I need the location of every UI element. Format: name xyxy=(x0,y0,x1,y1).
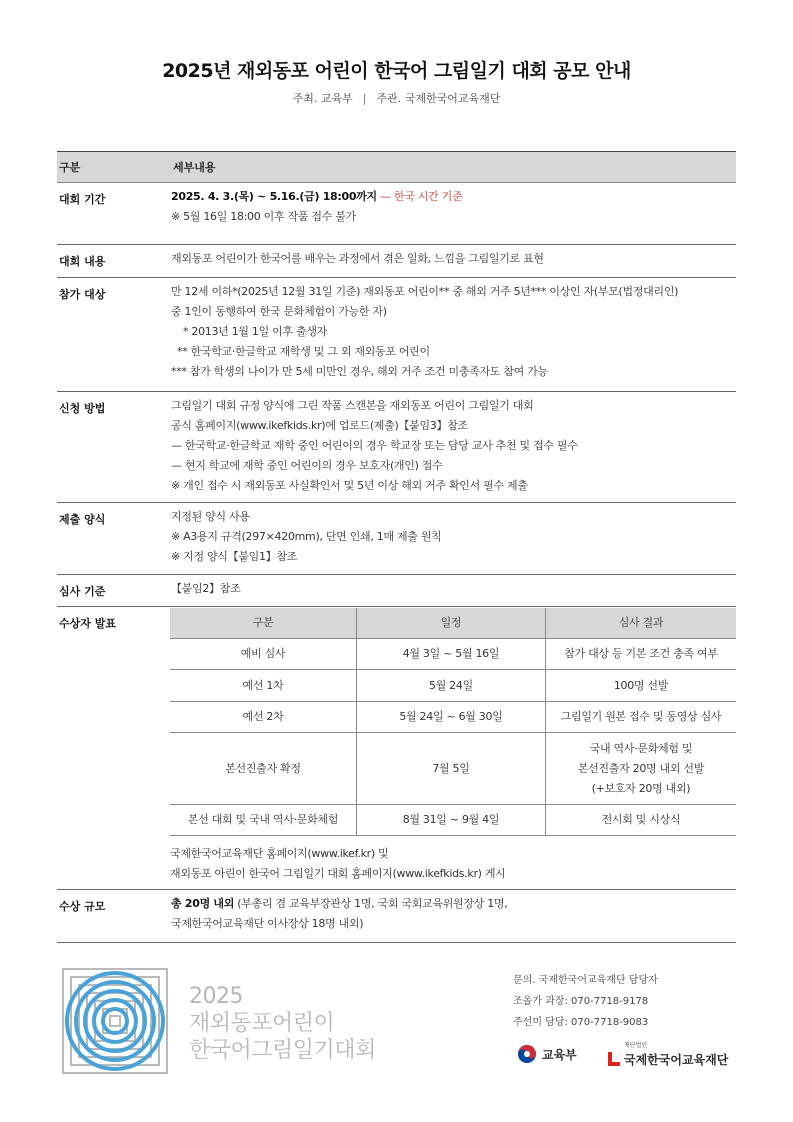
row-announce xyxy=(57,607,736,890)
stage-cell: 예선 1차 xyxy=(170,670,356,702)
taegeuk-icon xyxy=(517,1044,537,1064)
ikef-logo xyxy=(607,1040,728,1068)
announce-col-result: 심사 결과 xyxy=(545,608,736,639)
result-line: (+보호자 20명 내외) xyxy=(591,781,691,795)
row-label: 심사 기준 xyxy=(59,585,106,598)
row-label: 대회 내용 xyxy=(59,255,106,268)
brand-line: 재외동포어린이 xyxy=(189,1011,335,1036)
eligibility-line: 만 12세 이하*(2025년 12월 31일 기준) 재외동포 어린이** 중 해외 거주 5년*** 이상인 자(부모(법정대리인) xyxy=(171,285,679,298)
page-title: 2025년 재외동포 어린이 한국어 그림일기 대회 공모 안내 xyxy=(162,60,631,82)
announce-table xyxy=(170,608,736,836)
row-label: 수상 규모 xyxy=(59,900,106,913)
result-cell xyxy=(545,733,736,805)
contest-brand xyxy=(189,983,376,1064)
contact-info xyxy=(513,970,658,1033)
eligibility-line: 중 1인이 동행하여 한국 문화체험이 가능한 자) xyxy=(171,305,387,318)
announce-col-stage: 구분 xyxy=(170,608,356,639)
apply-line: — 한국학교·한글학교 재학 중인 어린이의 경우 학교장 또는 담당 교사 추천 및 접수 필수 xyxy=(171,439,578,452)
ikef-name: 국제한국어교육재단 xyxy=(624,1053,729,1067)
row-eligibility xyxy=(57,278,736,392)
stage-cell: 예비 심사 xyxy=(170,639,356,670)
table-row xyxy=(170,670,736,702)
date-cell: 5월 24일 xyxy=(356,670,545,702)
row-format xyxy=(57,503,736,575)
header-detail: 세부내용 xyxy=(173,161,216,174)
row-content xyxy=(57,245,736,278)
table-row xyxy=(170,733,736,805)
info-table xyxy=(57,151,736,943)
row-period xyxy=(57,183,736,245)
brand-line: 한국어그림일기대회 xyxy=(189,1038,376,1063)
stage-cell: 본선진출자 확정 xyxy=(170,733,356,805)
row-label: 수상자 발표 xyxy=(59,617,116,630)
separator: | xyxy=(362,92,367,105)
table-row xyxy=(170,805,736,836)
result-cell: 100명 선발 xyxy=(545,670,736,702)
moe-logo xyxy=(517,1044,577,1064)
apply-line: — 현지 학교에 재학 중인 어린이의 경우 보호자(개인) 접수 xyxy=(171,459,443,472)
announce-table-header xyxy=(170,608,736,639)
table-row xyxy=(170,702,736,733)
ikef-small: 재단법인 xyxy=(624,1042,648,1049)
row-content xyxy=(170,607,736,889)
header-category: 구분 xyxy=(59,161,81,174)
eligibility-footnote: *** 참가 학생의 나이가 만 5세 미만인 경우, 해외 거주 조건 미충족자도 참여 가능 xyxy=(171,365,548,378)
contest-logo xyxy=(61,967,169,1075)
organizer-text: 주관. 국제한국어교육재단 xyxy=(376,92,501,105)
row-label: 대회 기간 xyxy=(59,193,106,206)
criteria-text: 【붙임2】참조 xyxy=(171,582,241,595)
date-cell: 7월 5일 xyxy=(356,733,545,805)
moe-name: 교육부 xyxy=(542,1047,577,1062)
period-timezone: — 한국 시간 기준 xyxy=(380,190,463,203)
contact-title: 문의. 국제한국어교육재단 담당자 xyxy=(513,975,658,986)
awards-line: (부총리 겸 교육부장관상 1명, 국회 국회교육위원장상 1명, xyxy=(237,897,508,910)
row-content xyxy=(171,278,736,391)
result-cell: 전시회 및 시상식 xyxy=(545,805,736,836)
row-label: 제출 양식 xyxy=(59,513,106,526)
contact-line: 조올가 과장: 070-7718-9178 xyxy=(513,996,649,1007)
result-line: 국내 역사·문화체험 및 xyxy=(589,741,693,755)
format-line: 지정된 양식 사용 xyxy=(171,510,250,523)
apply-line: 공식 홈페이지(www.ikefkids.kr)에 업로드(제출)【붙임3】참조 xyxy=(171,419,468,432)
row-apply xyxy=(57,392,736,503)
row-label: 참가 대상 xyxy=(59,288,106,301)
table-header xyxy=(57,151,736,183)
eligibility-footnote: * 2013년 1월 1일 이후 출생자 xyxy=(183,325,327,338)
announce-note: 재외동포 아린이 한국어 그림일기 대회 홈페이지(www.ikefkids.kr) 게시 xyxy=(170,867,506,880)
row-content xyxy=(171,392,736,502)
apply-line: 그림일기 대회 규정 양식에 그린 작품 스캔본을 재외동포 어린이 그림일기 대회 xyxy=(171,399,534,412)
result-cell: 그림일기 원본 접수 및 동영상 심사 xyxy=(545,702,736,733)
page-subtitle xyxy=(0,90,793,106)
announce-note: 국제한국어교육재단 홈페이지(www.ikef.kr) 및 xyxy=(170,847,389,860)
brand-year: 2025 xyxy=(189,984,243,1009)
result-cell: 참가 대상 등 기본 조건 충족 여부 xyxy=(545,639,736,670)
date-cell: 8월 31일 ~ 9월 4일 xyxy=(356,805,545,836)
format-line: ※ 지정 양식【붙임1】참조 xyxy=(171,550,298,563)
period-note: ※ 5월 16일 18:00 이후 작품 접수 불가 xyxy=(171,210,356,223)
row-content xyxy=(171,503,736,574)
row-awards xyxy=(57,890,736,943)
awards-total: 총 20명 내외 xyxy=(171,897,235,910)
apply-line: ※ 개인 접수 시 재외동포 사실확인서 및 5년 이상 해외 거주 확인서 필수 제출 xyxy=(171,479,528,492)
date-cell: 5월 24일 ~ 6월 30일 xyxy=(356,702,545,733)
row-label: 신청 방법 xyxy=(59,402,106,415)
stage-cell: 본선 대회 및 국내 역사·문화체험 xyxy=(170,805,356,836)
content-text: 재외동포 어린이가 한국어를 배우는 과정에서 겪은 일화, 느낌을 그림일기로 표현 xyxy=(171,252,544,265)
format-line: ※ A3용지 규격(297×420mm), 단면 인쇄, 1매 제출 원칙 xyxy=(171,530,442,543)
result-line: 본선진출자 20명 내외 선발 xyxy=(577,761,705,775)
row-content xyxy=(171,890,736,942)
row-criteria xyxy=(57,575,736,607)
stage-cell: 예선 2차 xyxy=(170,702,356,733)
eligibility-footnote: ** 한국학교·한글학교 재학생 및 그 외 재외동포 어린이 xyxy=(177,345,430,358)
host-text: 주최. 교육부 xyxy=(292,92,353,105)
table-row xyxy=(170,639,736,670)
contact-line: 주선미 담당: 070-7718-9083 xyxy=(513,1017,649,1028)
awards-line: 국제한국어교육재단 이사장상 18명 내외) xyxy=(171,917,364,930)
row-content xyxy=(171,183,736,244)
ikef-mark-icon xyxy=(607,1050,621,1068)
period-dates: 2025. 4. 3.(목) ~ 5.16.(금) 18:00까지 xyxy=(171,190,377,203)
date-cell: 4월 3일 ~ 5월 16일 xyxy=(356,639,545,670)
announce-col-date: 일정 xyxy=(356,608,545,639)
